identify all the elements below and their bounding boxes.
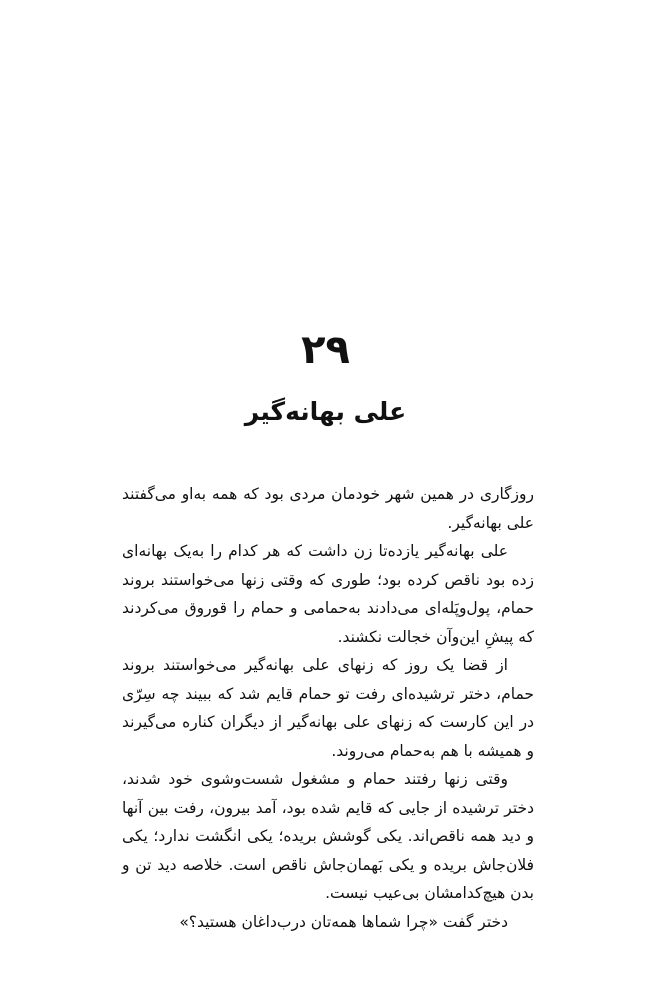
paragraph-1: روزگاری در همین شهر خودمان مردی بود که همه به‌او می‌گفتند علی بهانه‌گیر. — [122, 485, 534, 532]
chapter-number: ۲۹ — [301, 327, 350, 373]
chapter-title: علی بهانه‌گیر — [244, 397, 407, 426]
paragraph-2: علی بهانه‌گیر یازده‌تا زن داشت که هر کدام را به‌یک بهانه‌ای زده بود ناقص کرده بود؛ طوری که وقتی زنها می‌خواستند بروند حمام، پول‌وپَله‌ای می‌دادند به‌حمامی و حمام را قوروق می‌کردند که پیشِ این‌وآن خجالت نکشند. — [122, 542, 534, 646]
paragraph-3: از قضا یک روز که زنهای علی بهانه‌گیر می‌خواستند بروند حمام، دختر ترشیده‌ای رفت تو حمام قایم شد که ببیند چه سِرّی در این کارست که زنهای علی بهانه‌گیر از دیگران کناره می‌گیرند و همیشه با هم به‌حمام می‌روند. — [122, 656, 534, 760]
paragraph-4: وقتی زنها رفتند حمام و مشغول شست‌وشوی خود شدند، دختر ترشیده از جایی که قایم شده بود، آمد بیرون، رفت بین آنها و دید همه ناقص‌اند. یکی گوشش بریده؛ یکی انگشت ندارد؛ یکی فلان‌جاش بریده و یکی بَهمان‌جاش ناقص است. خلاصه دید تن و بدن هیچ‌کدامشان بی‌عیب نیست. — [122, 770, 534, 902]
chapter-body — [122, 480, 534, 936]
paragraph-5: دختر گفت «چرا شماها همه‌تان درب‌داغان هستید؟» — [179, 912, 508, 931]
